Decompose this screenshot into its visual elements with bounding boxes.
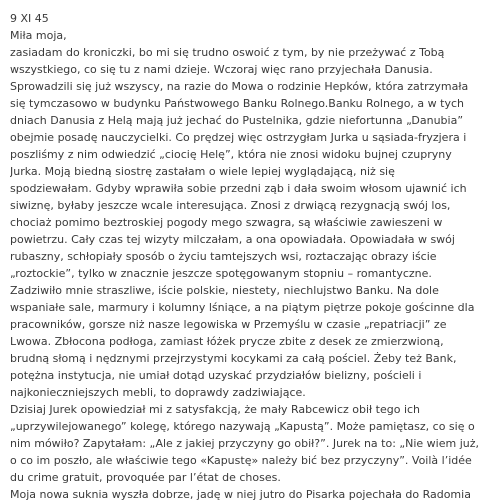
letter-line: „roztockie”, tylko w znacznie jeszcze spotęgowanym stopniu – romantyczne.: [10, 267, 432, 280]
letter-line: brudną słomą i nędznymi przejrzystymi kocykami za całą pościel. Żeby też Bank,: [10, 352, 457, 365]
letter-line: poszliśmy z nim odwiedzić „ciocię Helę”, która nie znosi widoku bujnej czupryny: [10, 148, 452, 161]
letter-line: „uprzywilejowanego” kolegę, którego nazywają „Kapustą”. Może pamiętasz, co się o: [10, 420, 475, 433]
letter-line: wszystkiego, co się tu z nami dzieje. Wczoraj więc rano przyjechała Danusia.: [10, 63, 433, 76]
letter-line: Moja nowa suknia wyszła dobrze, jadę w niej jutro do Pisarka pojechała do Radomia: [10, 488, 471, 501]
letter-line: obejmie posadę nauczycielki. Co prędzej więc ostrzygłam Jurka u sąsiada-fryzjera i: [10, 131, 467, 144]
letter-line: powietrzu. Cały czas tej wizyty milczałam, a ona opowiadała. Opowiadała w swój: [10, 233, 455, 246]
letter-line: Jurka. Moją biedną siostrę zastałam o wiele lepiej wyglądającą, niż się: [10, 165, 395, 178]
letter-line: zasiadam do kroniczki, bo mi się trudno oswoić z tym, by nie przeżywać z Tobą: [10, 46, 445, 59]
letter-line: Lwowa. Zbłocona podłoga, zamiast łóżek prycze zbite z desek ze zmierzwioną,: [10, 335, 444, 348]
letter-line: o co im poszło, ale właściwie tego «Kapustę» należy bić bez przyczyny”. Voilà l’idée: [10, 454, 472, 467]
letter-line: Zadziwiło mnie straszliwe, iście polskie, niestety, niechlujstwo Banku. Na dole: [10, 284, 439, 297]
letter-line: chociaż pomimo beztroskiej pogody mego szwagra, są właściwie zawieszeni w: [10, 216, 443, 229]
letter-line: dniach Danusia z Helą mają już jechać do Pustelnika, gdzie niefortunna „Danubia”: [10, 114, 464, 127]
letter-line: Miła moja,: [10, 29, 67, 42]
letter-line: Dzisiaj Jurek opowiedział mi z satysfakcją, że mały Rabcewicz obił tego ich: [10, 403, 421, 416]
letter-line: siwiznę, byłaby jeszcze wcale interesująca. Znosi z drwiącą rezygnacją swój los,: [10, 199, 451, 212]
letter-line: rubaszny, schłopiały sposób o życiu tamtejszych wsi, roztaczając obrazy iście: [10, 250, 437, 263]
letter-line: potężna instytucja, nie umiał dotąd uzyskać przydziałów bielizny, pościeli i: [10, 369, 422, 382]
letter-line: się tymczasowo w budynku Państwowego Banku Rolnego.Banku Rolnego, a w tych: [10, 97, 465, 110]
letter-line: spodziewałam. Gdyby wprawiła sobie przedni ząb i dała swoim włosom ujawnić ich: [10, 182, 467, 195]
letter-line: Sprowadzili się już wszyscy, na razie do Mowa o rodzinie Hepków, która zatrzymała: [10, 80, 469, 93]
letter-line: pracowników, gorsze niż nasze legowiska w Przemyślu w czasie „repatriacji” ze: [10, 318, 447, 331]
letter-body: [10, 27, 490, 503]
letter-line: najkonieczniejszych mebli, to doprawdy zadziwiające.: [10, 386, 306, 399]
letter-line: nim mówiło? Zapytałam: „Ale z jakiej przyczyny go obił?”. Jurek na to: „Nie wiem już,: [10, 437, 479, 450]
letter-date: 9 XI 45: [10, 12, 49, 25]
letter-line: du crime gratuit, provoquée par l’état de choses.: [10, 471, 281, 484]
letter-line: wspaniałe sale, marmury i kolumny lśniące, a na piątym piętrze pokoje gościnne dla: [10, 301, 475, 314]
